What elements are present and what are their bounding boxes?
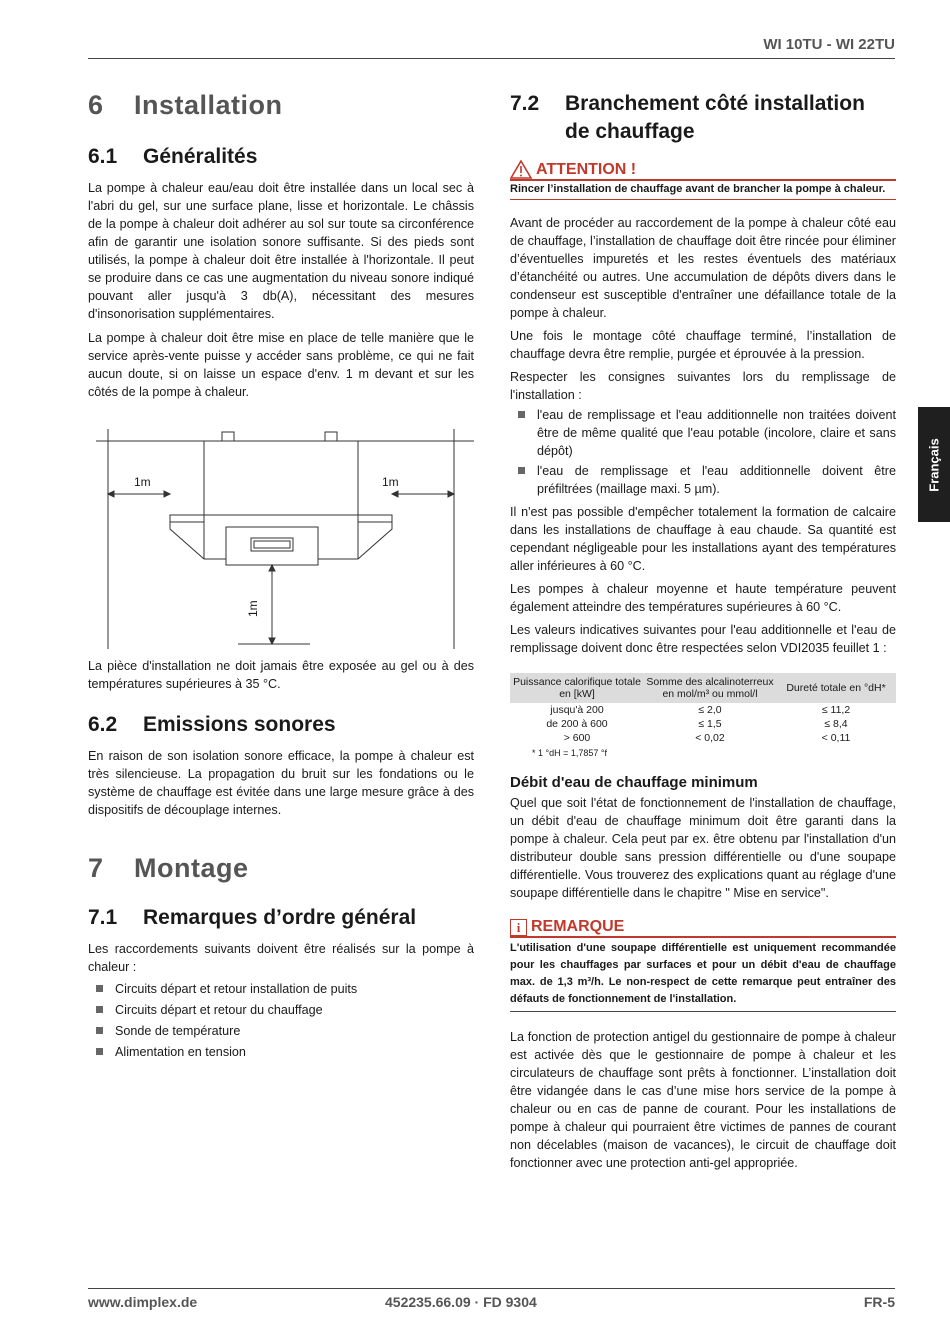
section-7-1-paragraph-1: Les raccordements suivants doivent être réalisés sur la pompe à chaleur :: [88, 942, 474, 974]
bullet-square-icon: [96, 1006, 103, 1013]
table-cell: jusqu'à 200: [550, 704, 604, 716]
section-7-title: Montage: [134, 853, 249, 883]
header-rule: [88, 58, 895, 59]
table-cell: < 0,02: [695, 732, 725, 744]
front-clearance-label: 1m: [246, 600, 260, 617]
footer-page-number: FR-5: [863, 1294, 895, 1310]
bullet-square-icon: [518, 411, 525, 418]
table-header-cell: Dureté totale en °dH*: [776, 673, 896, 703]
section-7-2-heading: [510, 90, 896, 146]
table-cell: < 0,11: [821, 732, 851, 744]
table-cell: ≤ 8,4: [824, 718, 848, 730]
section-7-2-paragraph-3: Respecter les consignes suivantes lors du remplissage de l'installation :: [510, 370, 896, 402]
clearance-drawing: [88, 419, 474, 649]
section-7-2-paragraph-4: Il n'est pas possible d'empêcher totalement la formation de calcaire dans les installations de chauffage à eau chaude. Sa quantité est cependant négligeable pour les installations ayant des températures aller inférieures à 60 °C.: [510, 505, 896, 573]
info-icon: i: [510, 919, 527, 936]
list-item-text: Sonde de température: [115, 1024, 241, 1038]
list-item-text: l'eau de remplissage et l'eau additionnelle non traitées doivent être de même qualité que l'eau potable (incolore, claire et sans dépôt): [537, 408, 896, 458]
remark-title: REMARQUE: [531, 918, 625, 935]
table-header-cell: Puissance calorifique totale en [kW]: [510, 673, 644, 703]
section-7-number: 7: [88, 853, 104, 883]
section-7-2-paragraph-5: Les pompes à chaleur moyenne et haute température peuvent également atteindre des températures supérieures à 60 °C.: [510, 582, 896, 614]
list-item: [88, 980, 474, 998]
section-6-1-number: 6.1: [88, 145, 118, 168]
table-cell: de 200 à 600: [546, 718, 608, 730]
table-row: [510, 731, 896, 745]
section-6-2-number: 6.2: [88, 713, 118, 736]
section-6-title: Installation: [134, 90, 283, 120]
language-tab-label: Français: [926, 437, 942, 492]
bullet-square-icon: [96, 985, 103, 992]
warning-triangle-icon: [510, 160, 532, 179]
footer-website-link[interactable]: www.dimplex.de: [88, 1294, 198, 1310]
footer-rule: [88, 1288, 895, 1289]
section-6-1-title: Généralités: [143, 145, 258, 168]
section-6-1-heading: [88, 145, 474, 169]
table-row: [510, 703, 896, 717]
section-6-number: 6: [88, 90, 104, 120]
section-7-2-paragraph-2: Une fois le montage côté chauffage terminé, l’installation de chauffage devra être remplie, purgée et éprouvée à la pression.: [510, 329, 896, 361]
footer-document-number: 452235.66.09 · FD 9304: [385, 1294, 537, 1310]
list-item: [88, 1043, 474, 1061]
table-header-cell: Somme des alcalinoterreux en mol/m³ ou mmol/l: [644, 673, 776, 703]
left-column: [88, 90, 474, 1061]
list-item: [88, 1001, 474, 1019]
attention-rule: [510, 179, 896, 181]
section-7-1-number: 7.1: [88, 906, 118, 929]
attention-bottom-rule: [510, 199, 896, 200]
remark-rule: [510, 936, 896, 938]
list-item: [510, 406, 896, 460]
section-7-heading: [88, 853, 474, 884]
section-7-2-paragraph-1: Avant de procéder au raccordement de la pompe à chaleur côté eau de chauffage, l’installation de chauffage doit être rincée pour éliminer d’éventuelles impuretés et les restes éventuels des matériaux d’étanchéité ou autres. Une accumulation de dépôts divers dans le condenseur est susceptible d'entraîner une défaillance totale de la pompe à chaleur.: [510, 216, 896, 320]
connections-list: [88, 980, 474, 1061]
section-6-2-title: Emissions sonores: [143, 713, 336, 736]
table-header-row: [510, 673, 896, 703]
section-6-1-paragraph-3: La pièce d'installation ne doit jamais être exposée au gel ou à des températures supérieures à 35 °C.: [88, 659, 474, 691]
filling-rules-list: [510, 406, 896, 498]
table-cell: ≤ 1,5: [698, 718, 722, 730]
list-item-text: l'eau de remplissage et l'eau additionnelle doivent être préfiltrées (maillage maxi. 5 µm).: [537, 464, 896, 496]
attention-box: [510, 160, 896, 200]
section-7-2-number: 7.2: [510, 92, 540, 115]
section-7-2-paragraph-8: La fonction de protection antigel du gestionnaire de pompe à chaleur est activée dès que le gestionnaire de pompe à chaleur et les circulateurs de chauffage sont prêts à fonctionner. L’installation doit être vidangée dans le cas d’une mise hors service de la pompe à chaleur ou en cas de panne de courant. Pour les installations de pompe à chaleur qui pourraient être victimes de pannes de courant non décelables (maison de vacances), le circuit de chauffage doit fonctionner avec une protection anti-gel appropriée.: [510, 1030, 896, 1170]
bullet-square-icon: [96, 1048, 103, 1055]
table-row: [510, 717, 896, 731]
table-cell: > 600: [563, 732, 591, 744]
header-title: WI 10TU - WI 22TU: [763, 36, 895, 53]
list-item-text: Alimentation en tension: [115, 1045, 246, 1059]
right-clearance-label: 1m: [382, 475, 399, 489]
list-item-text: Circuits départ et retour installation de puits: [115, 982, 358, 996]
left-clearance-label: 1m: [134, 475, 151, 489]
section-6-2-paragraph-1: En raison de son isolation sonore efficace, la pompe à chaleur est très silencieuse. La propagation du bruit sur les fondations ou le système de chauffage est évitée dans une large mesure grâce à des dispositifs de découplage internes.: [88, 749, 474, 817]
remark-text: L'utilisation d'une soupape différentielle est uniquement recommandée pour les chauffages par surfaces et pour un débit d'eau de chauffage max. de 1,3 m³/h. Le non-respect de cette remarque peut entraîner des défauts de fonctionnement de l'installation.: [510, 942, 896, 1005]
minimum-flow-subtitle: Débit d'eau de chauffage minimum: [510, 774, 758, 791]
table-cell: ≤ 11,2: [821, 704, 851, 716]
language-tab[interactable]: [918, 407, 950, 522]
attention-title: ATTENTION !: [536, 160, 637, 178]
list-item-text: Circuits départ et retour du chauffage: [115, 1003, 323, 1017]
section-6-1-paragraph-1: La pompe à chaleur eau/eau doit être installée dans un local sec à l'abri du gel, sur une surface plane, lisse et horizontale. Le châssis de la pompe à chaleur doit adhérer au sol sur toute sa circonférence afin de garantir une isolation sonore suffisante. Si des pieds sont utilisés, la pompe à chaleur doit être installée à l'horizontale. Il peut se produire dans ce cas une augmentation du niveau sonore indiqué pouvant aller jusqu'à 3 db(A), nécessitant des mesures d'insonorisation supplémentaires.: [88, 181, 474, 321]
section-7-2-title: Branchement côté installation de chauffage: [565, 92, 865, 143]
section-7-2-paragraph-6: Les valeurs indicatives suivantes pour l'eau additionnelle et l'eau de remplissage doivent donc être respectées selon VDI2035 feuillet 1 :: [510, 623, 896, 655]
installation-clearance-diagram: [88, 419, 474, 649]
attention-text: Rincer l’installation de chauffage avant de brancher la pompe à chaleur.: [510, 183, 886, 195]
section-6-2-heading: [88, 713, 474, 737]
list-item: [510, 462, 896, 498]
remark-box: [510, 918, 896, 1012]
table-footnote: * 1 °dH = 1,7857 °f: [532, 748, 607, 758]
table-cell: ≤ 2,0: [698, 704, 722, 716]
section-7-2-paragraph-7: Quel que soit l'état de fonctionnement de l'installation de chauffage, un débit d'eau de chauffage minimum doit être garanti dans la pompe à chaleur. Cela peut par ex. être obtenu par l'installation d'un distributeur double sans pression différentielle ou d'une soupape différentielle. Vous trouverez des explications quant au réglage d'une soupape différentielle dans le chapitre " Mise en service".: [510, 796, 896, 900]
bullet-square-icon: [518, 467, 525, 474]
list-item: [88, 1022, 474, 1040]
section-6-heading: [88, 90, 474, 121]
right-column: [510, 90, 896, 1172]
bullet-square-icon: [96, 1027, 103, 1034]
section-7-1-heading: [88, 906, 474, 930]
remark-bottom-rule: [510, 1011, 896, 1012]
section-6-1-paragraph-2: La pompe à chaleur doit être mise en place de telle manière que le service après-vente puisse y accéder sans problème, ce qui ne fait aucun doute, si on laisse un espace d'env. 1 m devant et sur les côtés de la pompe à chaleur.: [88, 331, 474, 399]
water-values-table: [510, 673, 896, 745]
section-7-1-title: Remarques d’ordre général: [143, 906, 417, 929]
